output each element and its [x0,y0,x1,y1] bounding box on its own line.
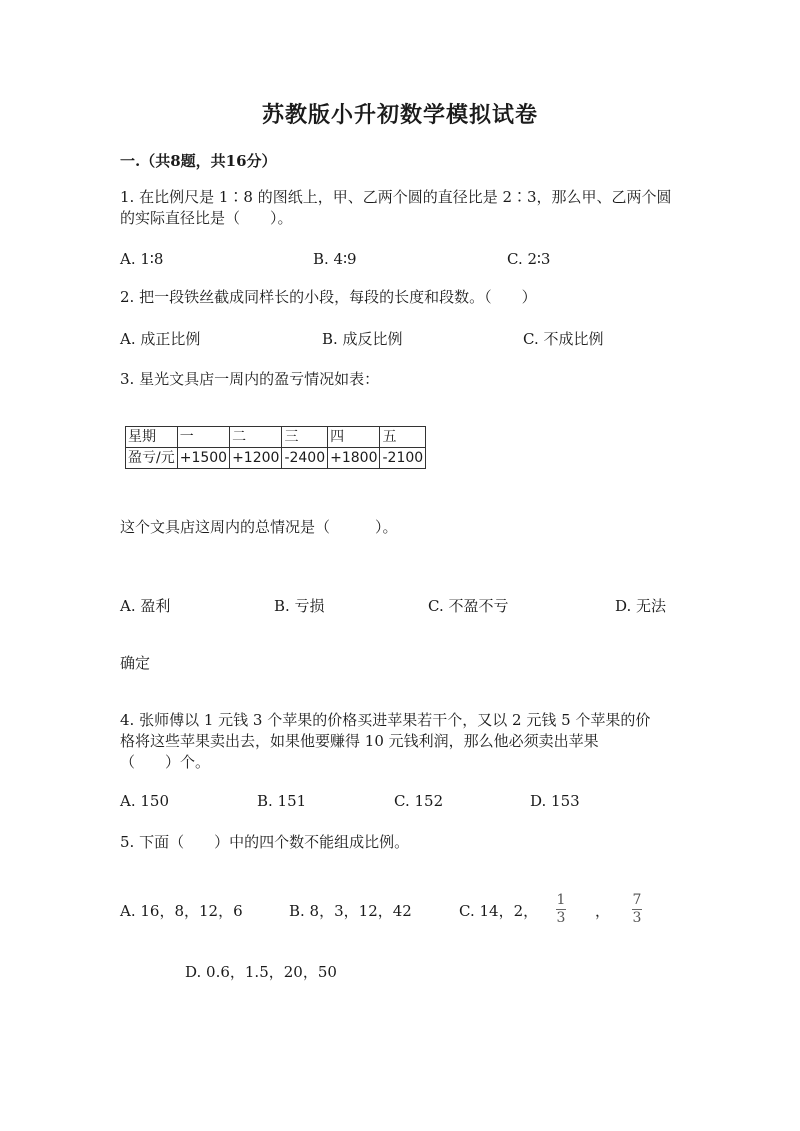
question-2-stem: 2. 把一段铁丝截成同样长的小段，每段的长度和段数。（ ） [120,288,537,306]
question-3-stem: 3. 星光文具店一周内的盈亏情况如表： [120,370,380,388]
table-cell: 星期 [126,427,178,448]
question-3-option-b[interactable]: B. 亏损 [274,597,325,615]
question-5-stem: 5. 下面（ ）中的四个数不能组成比例。 [120,833,410,851]
table-cell: +1500 [177,448,229,469]
table-row [126,448,426,469]
table-cell: 二 [230,427,282,448]
question-1-option-b[interactable]: B. 4∶9 [313,250,357,268]
question-2-option-c[interactable]: C. 不成比例 [523,330,604,348]
question-4-option-d[interactable]: D. 153 [530,792,580,810]
question-1-stem: 1. 在比例尺是 1∶8 的图纸上，甲、乙两个圆的直径比是 2∶3，那么甲、乙两个圆的实际直径比是（ ）。 [120,188,672,227]
table-cell: +1200 [230,448,282,469]
table-cell: 五 [380,427,426,448]
question-5-option-b[interactable]: B. 8，3，12，42 [289,902,412,920]
question-4-option-c[interactable]: C. 152 [394,792,444,810]
question-4-option-b[interactable]: B. 151 [257,792,307,810]
question-4-stem-line-1: 4. 张师傅以 1 元钱 3 个苹果的价格买进苹果若干个，又以 2 元钱 5 个苹果的价 [120,711,651,729]
table-cell: 三 [282,427,328,448]
section-heading: 一.（共8题，共16分） [120,152,277,170]
table-header-row [126,427,426,448]
table-cell: 四 [328,427,380,448]
question-1-option-c[interactable]: C. 2∶3 [507,250,551,268]
fraction-denominator: 3 [632,910,642,926]
fraction-one-third [556,893,566,926]
question-5-option-c[interactable]: C. 14，2， [459,902,539,920]
fraction-denominator: 3 [556,910,566,926]
question-2-option-a[interactable]: A. 成正比例 [120,330,201,348]
table-cell: +1800 [328,448,380,469]
fraction-seven-thirds [632,893,642,926]
question-3-option-d-continued: 确定 [120,654,151,672]
table-cell: 盈亏/元 [126,448,178,469]
question-5-option-a[interactable]: A. 16，8，12，6 [120,902,243,920]
fraction-separator: ， [595,902,611,920]
question-3-option-c[interactable]: C. 不盈不亏 [428,597,509,615]
question-2-option-b[interactable]: B. 成反比例 [322,330,403,348]
question-3-option-d[interactable]: D. 无法 [615,597,667,615]
question-4-stem-line-2: 格将这些苹果卖出去，如果他要赚得 10 元钱利润，那么他必须卖出苹果 [120,732,599,750]
fraction-numerator: 7 [632,892,642,908]
question-1-option-a[interactable]: A. 1∶8 [120,250,164,268]
question-4-stem-line-3: （ ）个。 [120,753,211,771]
table-cell: -2400 [282,448,328,469]
table-cell: -2100 [380,448,426,469]
fraction-numerator: 1 [556,892,566,908]
question-5-option-d[interactable]: D. 0.6，1.5，20，50 [185,963,337,981]
page-title: 苏教版小升初数学模拟试卷 [261,102,538,128]
question-4-option-a[interactable]: A. 150 [120,792,169,810]
question-3-prompt: 这个文具店这周内的总情况是（ ）。 [120,518,398,536]
profit-loss-table [125,426,426,469]
question-3-option-a[interactable]: A. 盈利 [120,597,171,615]
table-cell: 一 [177,427,229,448]
